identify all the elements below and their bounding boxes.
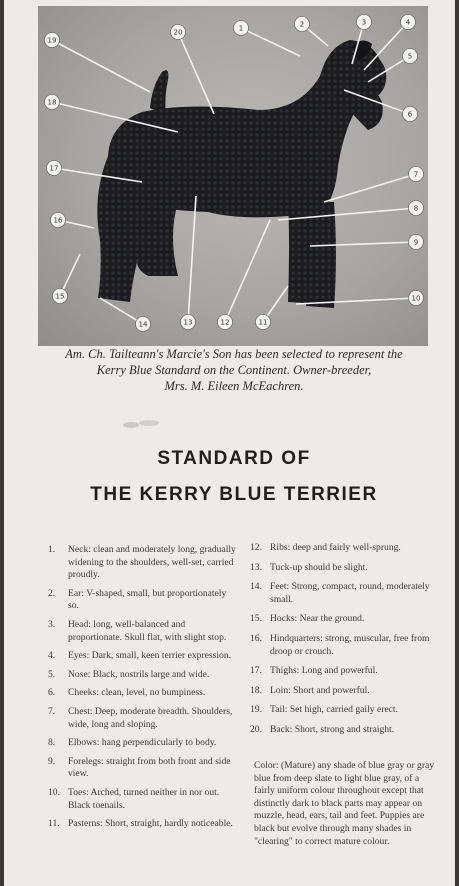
item-text: Chest: Deep, moderate breadth. Shoulders, wide, long and sloping. bbox=[68, 705, 233, 730]
item-number: 3. bbox=[48, 618, 56, 630]
callout-number: 19 bbox=[47, 36, 57, 45]
callout-number: 20 bbox=[173, 28, 183, 37]
item-text: Nose: Black, nostrils large and wide. bbox=[68, 668, 210, 680]
dog-photo bbox=[38, 6, 428, 346]
color-note: Color: (Mature) any shade of blue gray or gray blue from deep slate to light blue gray, of a fairly uniform colour throughout except that distinctly dark to black parts may appear on muzzle, head, ears, tail and feet. Puppies are black but evolve through many shades in "clearing" to correct mature colour. bbox=[254, 760, 435, 847]
photo-caption bbox=[34, 346, 434, 394]
item-text: Tuck-up should be slight. bbox=[270, 561, 368, 573]
standard-list-right bbox=[250, 542, 446, 744]
callout-number: 7 bbox=[413, 170, 419, 179]
photo-illustration bbox=[38, 6, 428, 346]
item-number: 8. bbox=[48, 737, 56, 749]
standard-item bbox=[48, 787, 238, 812]
item-text: Eyes: Dark, small, keen terrier expression. bbox=[68, 650, 232, 662]
item-text: Ear: V-shaped, small, but proportionately so. bbox=[68, 587, 227, 612]
standard-item bbox=[48, 544, 238, 582]
standard-item bbox=[48, 737, 238, 750]
item-number: 5. bbox=[48, 668, 56, 680]
item-text: Hocks: Near the ground. bbox=[270, 613, 365, 625]
standard-item bbox=[48, 706, 238, 731]
caption-line-2: Kerry Blue Standard on the Continent. Owner-breeder, bbox=[96, 363, 372, 377]
item-text: Neck: clean and moderately long, gradually widening to the shoulders, well-set, carried proudly. bbox=[68, 544, 236, 581]
callout-number: 11 bbox=[258, 318, 268, 327]
dog-silhouette bbox=[97, 40, 386, 308]
callout-number: 4 bbox=[405, 18, 411, 27]
caption-line-3: Mrs. M. Eileen McEachren. bbox=[164, 379, 304, 393]
standard-item bbox=[250, 581, 446, 606]
item-number: 18. bbox=[250, 684, 262, 696]
standard-item bbox=[48, 588, 238, 613]
callout-leader-line bbox=[324, 174, 416, 202]
item-number: 17. bbox=[250, 665, 262, 677]
callout-leader-line bbox=[225, 220, 270, 322]
standard-item bbox=[250, 704, 446, 717]
item-number: 7. bbox=[48, 705, 56, 717]
callout-leader-line bbox=[52, 40, 150, 92]
callout-leader-line bbox=[241, 28, 300, 56]
callout-number: 18 bbox=[47, 98, 57, 107]
item-number: 1. bbox=[48, 544, 56, 555]
standard-item bbox=[48, 650, 238, 663]
standard-item bbox=[250, 724, 446, 737]
item-number: 9. bbox=[48, 755, 56, 767]
callout-number: 13 bbox=[183, 318, 193, 327]
item-number: 19. bbox=[250, 704, 262, 716]
item-number: 2. bbox=[48, 587, 56, 599]
callout-number: 17 bbox=[49, 164, 59, 173]
document-page bbox=[4, 0, 455, 886]
item-text: Ribs: deep and fairly well-sprung. bbox=[270, 542, 401, 553]
callout-number: 8 bbox=[413, 204, 419, 213]
caption-line-1: Am. Ch. Tailteann's Marcie's Son has been selected to represent the bbox=[65, 347, 403, 361]
standard-item bbox=[250, 613, 446, 626]
title-line-1: STANDARD OF bbox=[157, 448, 311, 469]
callout-number: 3 bbox=[361, 18, 367, 27]
standard-item bbox=[48, 818, 238, 831]
item-number: 11. bbox=[48, 818, 60, 830]
item-text: Hindquarters: strong, muscular, free from droop or crouch. bbox=[270, 632, 430, 657]
item-text: Feet: Strong, compact, round, moderately small. bbox=[270, 581, 430, 605]
callout-number: 2 bbox=[299, 20, 305, 29]
item-number: 20. bbox=[250, 723, 262, 735]
standard-item bbox=[250, 562, 446, 575]
callout-number: 12 bbox=[220, 318, 230, 327]
item-number: 4. bbox=[48, 650, 56, 662]
item-text: Forelegs: straight from both front and side view. bbox=[68, 755, 231, 780]
ink-smudge bbox=[121, 418, 167, 430]
item-text: Loin: Short and powerful. bbox=[270, 684, 370, 696]
callout-number: 14 bbox=[138, 320, 148, 329]
standard-item bbox=[48, 756, 238, 781]
title-line-2: THE KERRY BLUE TERRIER bbox=[90, 484, 378, 505]
callout-number: 9 bbox=[413, 238, 419, 247]
item-text: Cheeks: clean, level, no bumpiness. bbox=[68, 687, 206, 699]
item-text: Head: long, well-balanced and proportionate. Skull flat, with slight stop. bbox=[68, 618, 227, 643]
callout-number: 10 bbox=[411, 294, 421, 303]
item-number: 13. bbox=[250, 561, 262, 573]
standard-item bbox=[48, 619, 238, 644]
item-number: 16. bbox=[250, 632, 262, 644]
item-number: 12. bbox=[250, 542, 262, 553]
item-text: Thighs: Long and powerful. bbox=[270, 665, 378, 677]
item-text: Toes: Arched, turned neither in nor out. Black toenails. bbox=[68, 786, 220, 811]
callout-leader-line bbox=[178, 32, 214, 114]
standard-item bbox=[250, 665, 446, 678]
item-number: 15. bbox=[250, 613, 262, 625]
callout-number: 15 bbox=[55, 292, 65, 301]
standard-list-left bbox=[48, 544, 238, 837]
standard-item bbox=[250, 633, 446, 658]
standard-item bbox=[250, 542, 446, 555]
callout-number: 1 bbox=[238, 24, 244, 33]
callout-number: 16 bbox=[53, 216, 63, 225]
item-text: Back: Short, strong and straight. bbox=[270, 723, 395, 735]
item-number: 6. bbox=[48, 687, 56, 699]
item-text: Pasterns: Short, straight, hardly noticeable. bbox=[68, 818, 233, 830]
callout-number: 6 bbox=[407, 110, 413, 119]
callout-leader-line bbox=[188, 196, 196, 322]
standard-item bbox=[250, 685, 446, 698]
standard-item bbox=[48, 669, 238, 682]
callout-number: 5 bbox=[407, 52, 413, 61]
item-number: 10. bbox=[48, 786, 60, 798]
item-text: Elbows: hang perpendicularly to body. bbox=[68, 737, 217, 749]
item-number: 14. bbox=[250, 581, 262, 593]
standard-item bbox=[48, 687, 238, 700]
item-text: Tail: Set high, carried gaily erect. bbox=[270, 704, 398, 716]
